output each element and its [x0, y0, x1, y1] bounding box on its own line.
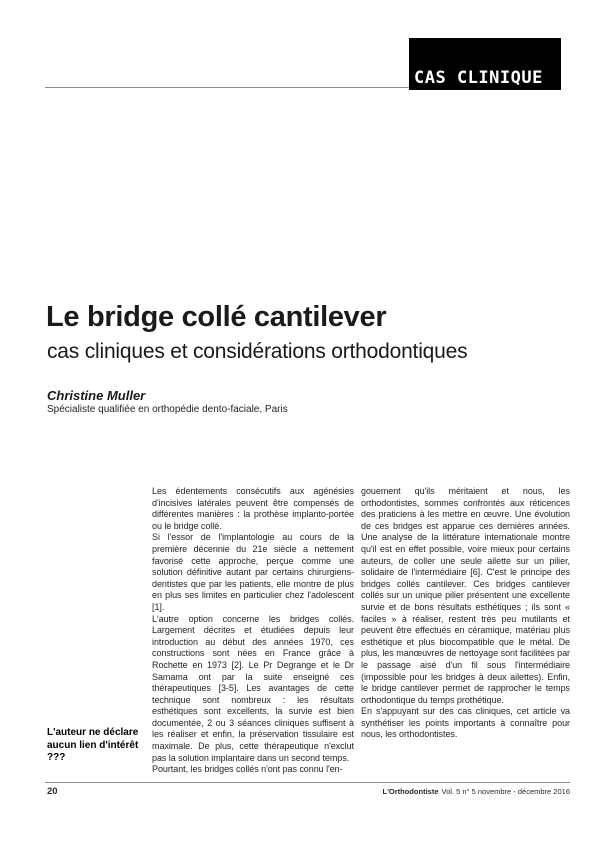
- body-column-left: [152, 486, 354, 776]
- header-rule: [45, 87, 409, 88]
- body-paragraph: Les édentements consécutifs aux agénésies d'incisives latérales peuvent être compensés de différentes manières : la prothèse implanto-portée ou le bridge collé.: [152, 486, 354, 531]
- body-paragraph: L'autre option concerne les bridges collés. Largement décrites et étudiées depuis leur introduction au début des années 1970, ces constructions sont nées en France grâce à Rochette en 1973 [2]. Le Pr Degrange et le Dr Samama ont par la suite enseigné ces thérapeutiques [3-5]. Les avantages de cette technique sont nombreux : les résultats esthétiques sont excellents, la survie est bien documentée, 2 ou 3 séances cliniques suffisent à les réaliser et enfin, la préservation tissulaire est maximale. De plus, cette thérapeutique n'exclut pas la solution implantaire dans un second temps.: [152, 613, 354, 763]
- article-title: Le bridge collé cantilever: [46, 301, 387, 333]
- author-name: Christine Muller: [47, 388, 146, 403]
- article-subtitle: cas cliniques et considérations orthodontiques: [47, 340, 468, 363]
- cas-clinique-badge: CAS CLINIQUE: [409, 38, 561, 90]
- journal-name: L'Orthodontiste: [382, 787, 439, 796]
- disclosure-note: L'auteur ne déclare aucun lien d'intérêt ???: [47, 727, 139, 763]
- body-paragraph: En s'appuyant sur des cas cliniques, cet article va synthétiser les points importants à connaître pour nous, les orthodontistes.: [361, 706, 570, 740]
- body-paragraph: Si l'essor de l'implantologie au cours de la première décennie du 21e siècle a nettement favorisé cette approche, perçue comme une solution définitive autant par certains chirurgiens-dentistes que par les patients, elle montre de plus en plus ses limites en particulier chez l'adolescent [1].: [152, 532, 354, 612]
- body-paragraph: Pourtant, les bridges collés n'ont pas connu l'en-: [152, 764, 343, 775]
- body-column-right: [361, 486, 570, 741]
- author-affiliation: Spécialiste qualifiée en orthopédie dento-faciale, Paris: [47, 404, 288, 415]
- journal-footer: [383, 787, 570, 796]
- page-number: 20: [47, 786, 58, 797]
- footer-rule: [45, 782, 570, 783]
- journal-issue: Vol. 5 n° 5 novembre - décembre 2016: [441, 787, 570, 796]
- body-paragraph: gouement qu'ils méritaient et nous, les orthodontistes, sommes confrontés aux réticences des praticiens à les mettre en œuvre. Une évolution de ces bridges est apparue ces dernières années. Une analyse de la littérature internationale montre qu'il est en effet possible, voire mieux pour certains auteurs, de coller une seule ailette sur un pilier, solidaire de l'intermédiaire [6]. C'est le principe des bridges collés cantilever. Ces bridges cantilever collés sur un unique pilier présentent une excellente survie et de bons résultats esthétiques ; ils sont « faciles » à réaliser, restent très peu mutilants et peuvent être effectués en céramique, matériau plus esthétique et plus biocompatible que le métal. De plus, les manœuvres de nettoyage sont facilitées par le passage aisé d'un fil sous l'intermédiaire (impossible pour les bridges à deux ailettes). Enfin, le bridge cantilever permet de rapprocher le temps orthodontique du temps prothétique.: [361, 486, 570, 705]
